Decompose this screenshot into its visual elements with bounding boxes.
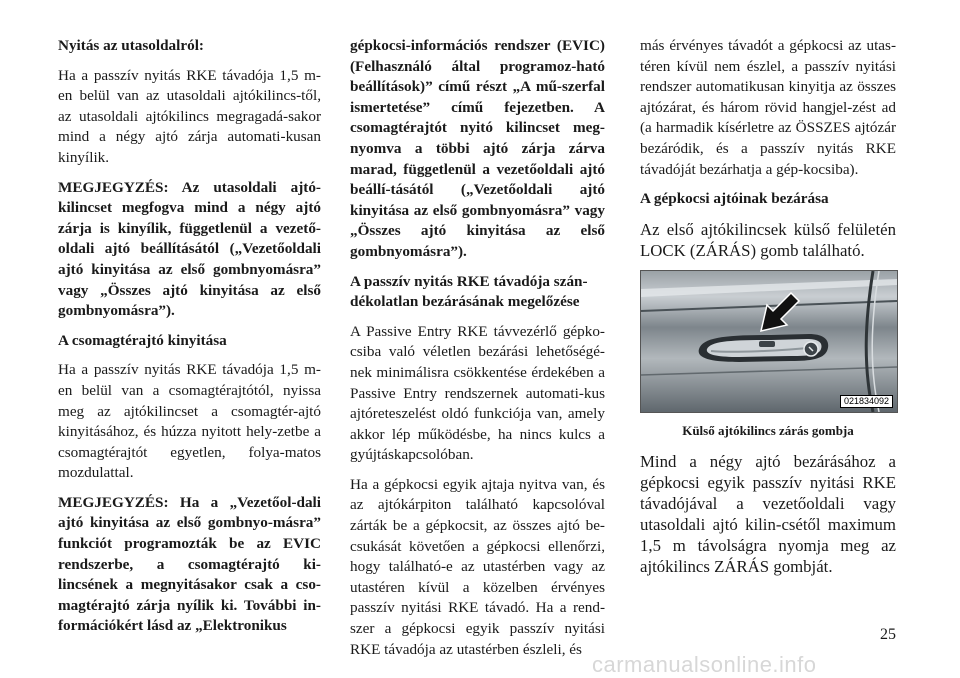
heading-prevent-lockout: A passzív nyitás RKE távadója szán-dékolatlan bezárásának megelőzése	[350, 272, 588, 311]
figure-caption: Külső ajtókilincs zárás gombja	[682, 422, 854, 438]
column-left	[58, 36, 321, 646]
paragraph-auto-unlock-chirp: más érvényes távadót a gépkocsi az utas-téren kívül nem észlel, a passzív nyitási rendszer automatikusan kinyitja az összes ajtózárat, és három rövid hangjel-zést ad (a harmadik kísérletre az ÖSSZES ajtózár bezáródik, és a passzív nyitás RKE távadóját bezárhatja a gép-kocsiba).	[640, 37, 896, 178]
note-driver-door-first: MEGJEGYZÉS: Ha a „Vezetőol-dali ajtó kinyitása az első gombnyo-másra” funkciót programozták be az EVIC rendszerbe, a csomagtérajtó ki-lincsének a megnyitásakor csak a cso-magtérajtó zárja nyílik ki. További in-formációkért lásd az „Elektronikus	[58, 493, 321, 635]
paragraph-liftgate-unlock: Ha a passzív nyitás RKE távadója 1,5 m-en belül van a csomagtérajtótól, nyissa meg az ajtókilincset a csomagtér-ajtó kinyitásához, és húzza nyitott hely-zetbe a csomagtérajtót egyetlen, folya-matos mozdulattal.	[58, 361, 321, 482]
heading-passenger-side-unlock: Nyitás az utasoldalról:	[58, 37, 204, 54]
paragraph-lock-all-doors: Mind a négy ajtó bezárásához a gépkocsi egyik passzív nyitási RKE távadójával a vezetőoldali vagy utasoldali ajtó kilin-csétől maximum 1,5 m távolságra nyomja meg az ajtókilincs ZÁRÁS gombját.	[640, 452, 896, 577]
paragraph-lock-button-location: Az első ajtókilincsek külső felületén LOCK (ZÁRÁS) gomb található.	[640, 219, 896, 260]
door-handle-figure	[640, 270, 898, 413]
note-passenger-handle: MEGJEGYZÉS: Az utasoldali ajtó-kilincset megfogva mind a négy ajtó zárja is kinyílik, függetlenül a vezető-oldali ajtó beállításától („Vezetőoldali ajtó kinyitása az első gombnyomásra” vagy „Összes ajtó kinyitása az első gombnyomásra”).	[58, 178, 321, 320]
column-middle	[350, 36, 605, 669]
paragraph-passive-entry-unlock: A Passive Entry RKE távvezérlő gépko-csiba való véletlen bezárási lehetőségé-nek minimálisra csökkentése érdekében a Passive Entry rendszernek automati-kus ajtóreteszelést oldó funkciója van, amely akkor lép működésbe, ha nincs kulcs a gyújtáskapcsolóban.	[350, 322, 605, 464]
heading-liftgate-unlock: A csomagtérajtó kinyitása	[58, 331, 227, 349]
door-handle-illustration	[641, 271, 897, 412]
arrow-icon	[761, 293, 799, 331]
heading-locking-doors: A gépkocsi ajtóinak bezárása	[640, 190, 829, 208]
paragraph-passenger-unlock: Ha a passzív nyitás RKE távadója 1,5 m-en belül van az utasoldali ajtókilincs-től, az utasoldali ajtókilincs megragadá-sakor mind a négy ajtó zárja automati-kusan kinyílik.	[58, 66, 321, 166]
column-right	[640, 36, 896, 586]
page-number: 25	[880, 626, 896, 643]
note-continuation: gépkocsi-információs rendszer (EVIC) (Felhasználó által programoz-ható beállítások)” című részt „A mű-szerfal ismertetése” című fejezetben. A csomagtérajtót nyitó kilincset meg-nyomva a többi ajtó zárja zárva marad, függetlenül a vezetőoldali ajtó beállí-tásától („Vezetőoldali ajtó kinyitása az első gombnyomásra” vagy „Összes ajtó kinyitása az első gombnyomásra”).	[350, 37, 605, 260]
lock-button	[759, 341, 775, 347]
watermark-text: carmanualsonline.info	[592, 652, 817, 677]
figure-code: 021834092	[840, 395, 893, 408]
paragraph-door-open-check: Ha a gépkocsi egyik ajtaja nyitva van, és az ajtókárpiton található kapcsolóval zárták be a gépkocsit, az összes ajtó be-csukását követően a gépkocsi ellenőrzi, hogy található-e az utastérben vagy az utastéren kívül a közelben érvényes passzív nyitási RKE távadó. Ha a rend-szer a gépkocsi egyik passzív nyitási RKE távadója az utastérben észleli, és	[350, 475, 605, 658]
